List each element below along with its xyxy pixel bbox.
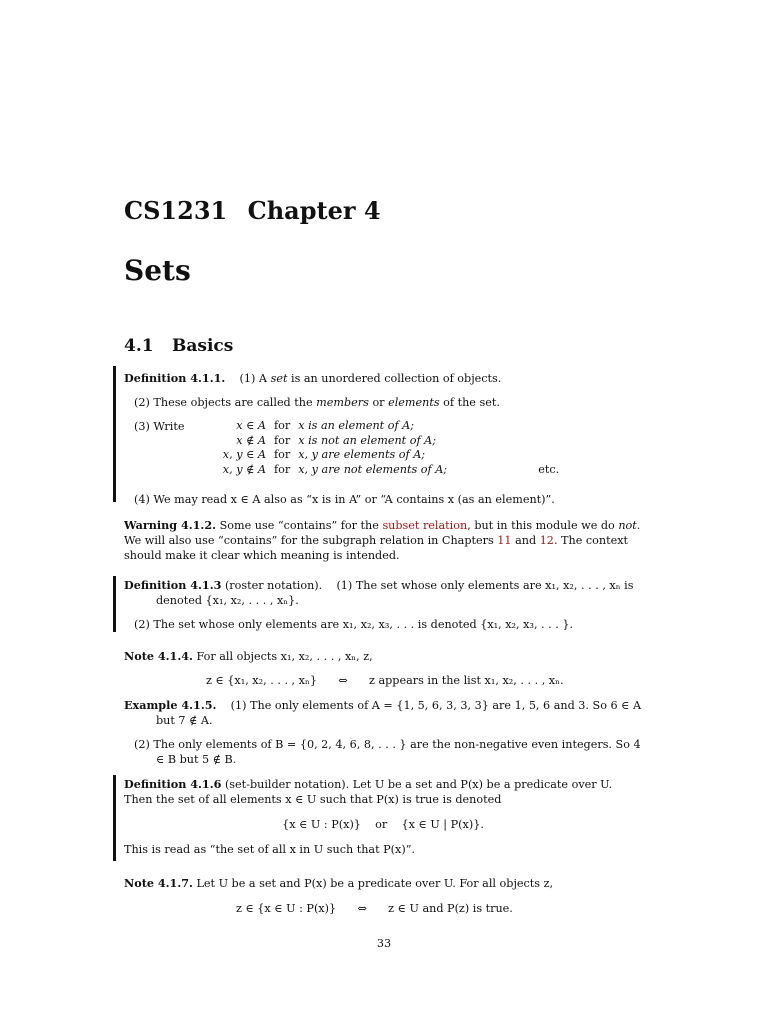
display-equation: [124, 901, 642, 916]
chapter-code: CS1231: [124, 196, 228, 225]
note-text: For all objects x₁, x₂, . . . , xₙ, z,: [192, 650, 373, 663]
note-text: Let U be a set and P(x) be a predicate over U. For all objects z,: [192, 877, 554, 890]
definition-4-1-1: [124, 371, 642, 507]
definition-bar: [113, 576, 116, 632]
emphasis: not: [618, 519, 637, 532]
warning-text: . We will also use “contains” for the subgraph relation in Chapters: [124, 519, 641, 547]
emphasis: elements: [388, 396, 440, 409]
write-block: [124, 419, 642, 479]
notation-desc: x, y are not elements of A;: [298, 462, 448, 476]
warning-4-1-2: [124, 518, 642, 563]
section-title: [124, 336, 233, 356]
note-4-1-7: [124, 876, 642, 916]
definition-heading: Definition 4.1.3: [124, 578, 222, 592]
warning-text: , but in this module we do: [467, 519, 619, 532]
notation-row: [196, 463, 563, 478]
note-heading: Note 4.1.4.: [124, 649, 193, 663]
notation-extra: [498, 448, 563, 463]
example-item: (2) The only elements of B = {0, 2, 4, 6, 8, . . . } are the non-negative even integers. So 4 ∈ B but 5 ∉ B.: [134, 738, 641, 766]
example-4-1-5: [124, 698, 642, 767]
item-text: or: [368, 396, 389, 409]
notation-row: [196, 448, 563, 463]
definition-text: Let U be a set and P(x) be a predicate over U. Then the set of all elements x ∈ U such that P(x) is true is denoted: [124, 778, 613, 806]
notation-row: [196, 419, 563, 434]
equation-rhs: z appears in the list x₁, x₂, . . . , xₙ.: [369, 674, 564, 687]
equation-lhs: z ∈ {x₁, x₂, . . . , xₙ}: [206, 674, 317, 687]
display-equation: [124, 817, 642, 832]
emphasis: members: [316, 396, 369, 409]
warning-heading: Warning 4.1.2.: [124, 518, 217, 532]
definition-item: (4) We may read x ∈ A also as “x is in A” or “A contains x (as an element)”.: [134, 493, 555, 506]
section-number: 4.1: [124, 336, 154, 356]
chapter-12-link[interactable]: 12: [539, 534, 554, 547]
iff-symbol: ⇔: [357, 902, 367, 915]
notation-for: for: [274, 433, 291, 447]
notation-row: [196, 434, 563, 449]
warning-text: and: [511, 534, 540, 547]
page-number: 33: [376, 937, 392, 950]
chapter-label: Chapter 4: [247, 196, 381, 225]
example-item: (1) The only elements of A = {1, 5, 6, 3, 3, 3} are 1, 5, 6 and 3. So 6 ∈ A but 7 ∉ A.: [156, 699, 642, 727]
notation-expr: x ∉ A: [236, 433, 266, 447]
item-label: (3) Write: [134, 420, 185, 433]
equation-or: or: [375, 818, 388, 831]
definition-note: (set-builder notation).: [221, 778, 350, 791]
definition-bar: [113, 366, 116, 502]
notation-expr: x, y ∈ A: [222, 448, 266, 461]
notation-extra: [498, 419, 563, 434]
notation-for: for: [274, 448, 291, 461]
example-heading: Example 4.1.5.: [124, 698, 217, 712]
chapter-title: [124, 196, 381, 225]
equation-rhs: z ∈ U and P(z) is true.: [388, 902, 513, 915]
definition-bar: [113, 775, 116, 861]
notation-expr: x, y ∉ A: [222, 462, 266, 476]
subset-relation-link[interactable]: subset relation: [382, 519, 468, 532]
notation-desc: x is an element of A;: [298, 419, 414, 432]
equation-lhs: z ∈ {x ∈ U : P(x)}: [236, 902, 337, 915]
definition-heading: Definition 4.1.6: [124, 777, 222, 791]
iff-symbol: ⇔: [338, 674, 348, 687]
equation-lhs: {x ∈ U : P(x)}: [282, 818, 361, 831]
definition-4-1-6: [124, 777, 642, 857]
item-text: (1) A: [239, 372, 271, 385]
display-equation: [124, 673, 642, 688]
chapter-name: Sets: [124, 254, 191, 287]
chapter-11-link[interactable]: 11: [497, 534, 512, 547]
note-4-1-4: [124, 649, 642, 688]
definition-heading: Definition 4.1.1.: [124, 371, 226, 385]
notation-table: [196, 419, 563, 477]
notation-for: for: [274, 419, 291, 432]
item-text: is an unordered collection of objects.: [287, 372, 502, 385]
notation-for: for: [274, 462, 291, 476]
emphasis: set: [270, 372, 288, 385]
notation-extra: etc.: [538, 462, 560, 476]
notation-desc: x, y are elements of A;: [298, 448, 426, 461]
equation-rhs: {x ∈ U | P(x)}.: [401, 818, 484, 831]
definition-item: (2) The set whose only elements are x₁, x₂, x₃, . . . is denoted {x₁, x₂, x₃, . . . }.: [134, 618, 574, 631]
definition-item: (1) The set whose only elements are x₁, x₂, . . . , xₙ is denoted {x₁, x₂, . . . , xₙ}.: [156, 579, 634, 607]
warning-text: Some use “contains” for the: [216, 519, 383, 532]
definition-text: This is read as “the set of all x in U such that P(x)”.: [124, 843, 415, 856]
definition-4-1-3: [124, 578, 642, 632]
notation-desc: x is not an element of A;: [298, 433, 436, 447]
notation-expr: x ∈ A: [236, 419, 266, 432]
definition-note: (roster notation).: [221, 579, 323, 592]
warning-text: . The context should make it clear which meaning is intended.: [124, 534, 629, 562]
item-text: of the set.: [439, 396, 500, 409]
item-text: (2) These objects are called the: [134, 396, 317, 409]
section-name: Basics: [172, 336, 234, 356]
notation-extra: [498, 434, 563, 449]
note-heading: Note 4.1.7.: [124, 876, 193, 890]
